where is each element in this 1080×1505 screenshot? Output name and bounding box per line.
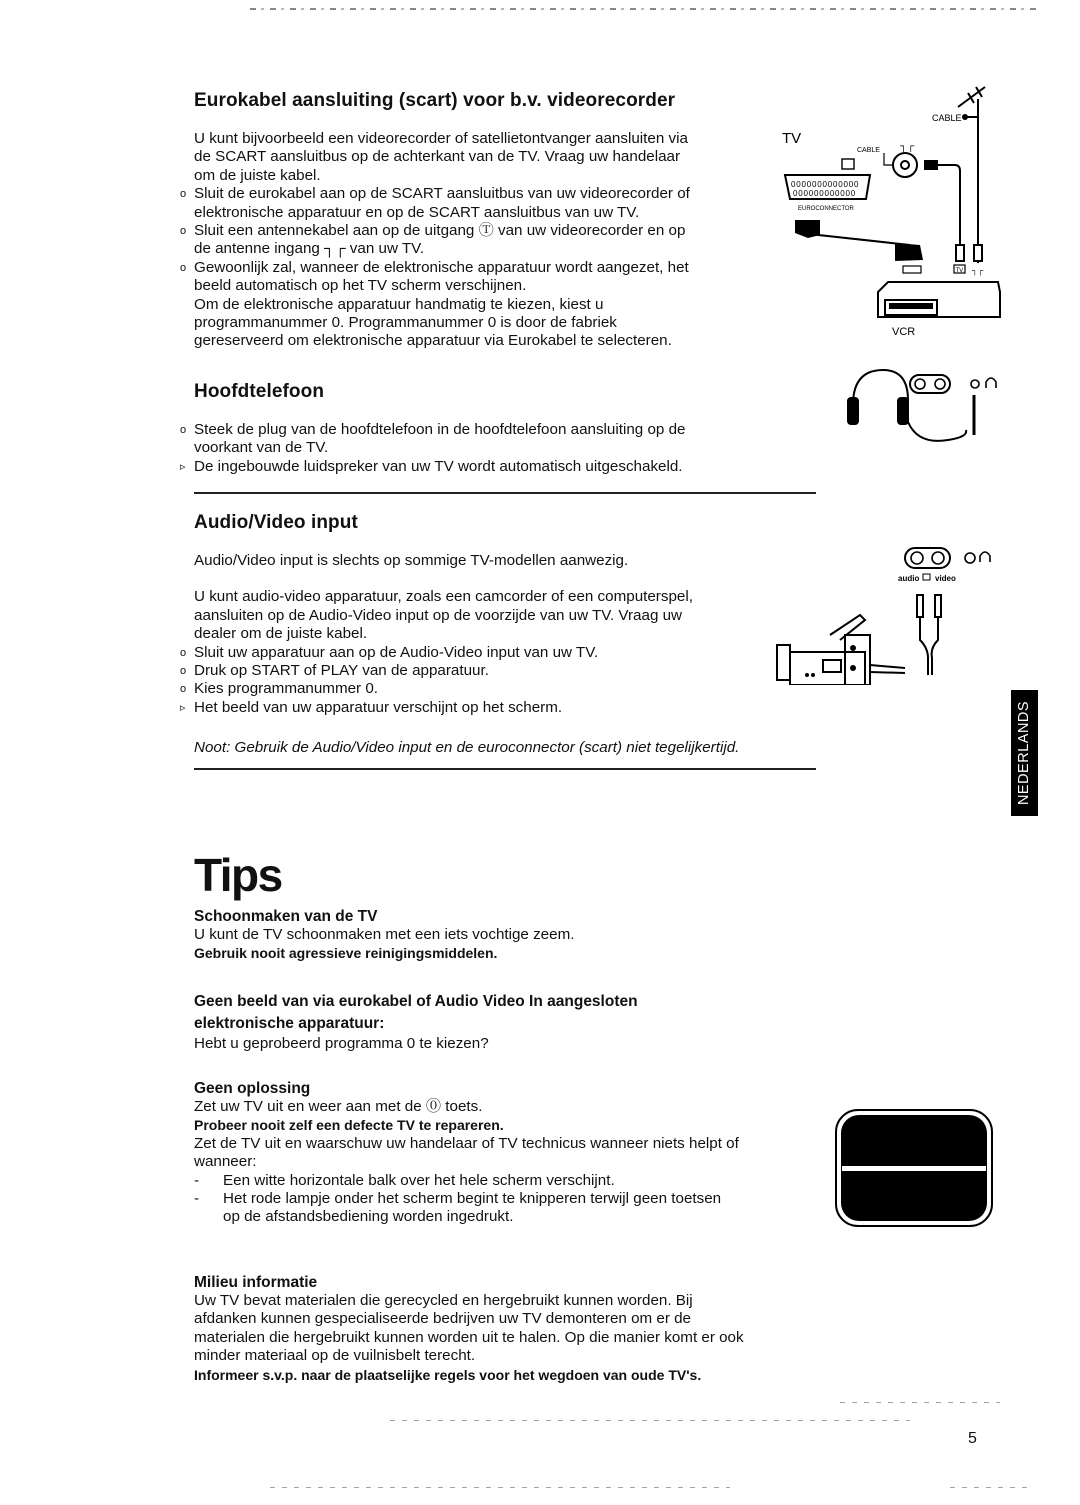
headphone-symbol-icon <box>986 378 996 388</box>
section-title-eurokabel: Eurokabel aansluiting (scart) voor b.v. videorecorder <box>194 90 676 111</box>
section-divider <box>194 492 816 494</box>
bullet-marker: o <box>180 188 187 201</box>
list-line: Sluit de eurokabel aan op de SCART aansluitbus van uw videorecorder of <box>194 185 690 203</box>
list-item <box>194 1172 824 1190</box>
list-line: elektronische apparatuur en op de SCART aansluitbus van uw TV. <box>194 203 640 221</box>
no-solution-text-2b: wanneer: <box>194 1153 257 1171</box>
no-solution-warning: Probeer nooit zelf een defecte TV te repareren. <box>194 1117 504 1134</box>
environment-text-3: materialen die hergebruikt kunnen worden uit te halen. Op die manier komt er ook <box>194 1328 744 1346</box>
headphone-diagram <box>838 360 1008 445</box>
eurokabel-intro-2: de SCART aansluitbus op de achterkant van de TV. Vraag uw handelaar <box>194 148 681 166</box>
section-title-av-input: Audio/Video input <box>194 512 358 533</box>
environment-text-2: afdanken kunnen gespecialiseerde bedrijven uw TV demonteren om er de <box>194 1310 692 1328</box>
list-line: Sluit uw apparatuur aan op de Audio-Video input van uw TV. <box>194 643 599 661</box>
no-picture-heading-2: elektronische apparatuur: <box>194 1015 385 1032</box>
list-line: Kies programmanummer 0. <box>194 680 379 698</box>
list-line: voorkant van de TV. <box>194 439 329 457</box>
scart-plug-icon <box>795 220 820 238</box>
eurokabel-intro-1: U kunt bijvoorbeeld een videorecorder of satellietontvanger aansluiten via <box>194 130 688 147</box>
vcr-label: VCR <box>892 326 916 338</box>
euroconnector-socket <box>785 175 870 199</box>
headphone-socket-icon <box>965 553 975 563</box>
bullet-marker: o <box>180 225 187 238</box>
bullet-marker: o <box>180 665 187 678</box>
scart-input-icon <box>842 159 854 169</box>
no-solution-text-2a: Zet de TV uit en waarschuw uw handelaar of TV technicus wanneer niets helpt of <box>194 1134 739 1152</box>
tips-no-picture <box>194 991 834 1053</box>
av-input-body <box>180 552 774 717</box>
section-divider <box>194 768 816 770</box>
no-solution-text-1: Zet uw TV uit en weer aan met de ⓪ toets. <box>194 1098 483 1115</box>
scan-artifact <box>840 1402 1000 1403</box>
list-line: Om de elektronische apparatuur handmatig te kiezen, kiest u <box>194 295 604 313</box>
svg-text:0000000000000: 0000000000000 <box>791 180 860 189</box>
list-item <box>180 457 774 476</box>
list-line: Steek de plug van de hoofdtelefoon in de hoofdtelefoon aansluiting op de <box>194 421 686 438</box>
list-item <box>180 258 764 351</box>
list-item <box>180 222 764 259</box>
antenna-icon <box>958 87 985 263</box>
list-line: Gewoonlijk zal, wanneer de elektronische apparatuur wordt aangezet, het <box>194 258 689 276</box>
scan-artifact-top <box>250 8 1040 10</box>
antenna-socket <box>893 153 917 177</box>
scan-artifact <box>390 1420 910 1421</box>
av-socket-icon <box>910 375 950 393</box>
audio-label: audio <box>898 574 920 583</box>
av-input-diagram <box>765 540 1005 685</box>
tv-label: TV <box>782 130 802 147</box>
arrow-marker: ▹ <box>180 701 186 714</box>
antenna-input-symbol: ┐┌ <box>900 141 915 152</box>
bullet-marker: o <box>180 683 187 696</box>
eurokabel-intro-3: om de juiste kabel. <box>194 166 321 184</box>
cleaning-text: U kunt de TV schoonmaken met een iets vochtige zeem. <box>194 926 575 943</box>
list-item <box>180 698 774 717</box>
av-intro-1: U kunt audio-video apparatuur, zoals een camcorder of een computerspel, <box>194 588 693 606</box>
tips-title: Tips <box>194 849 282 901</box>
scan-artifact <box>270 1487 730 1488</box>
camcorder-icon <box>777 615 870 685</box>
cable-label: CABLE <box>932 113 962 123</box>
list-line: Het beeld van uw apparatuur verschijnt op het scherm. <box>194 698 563 716</box>
bullet-marker: o <box>180 261 187 274</box>
vcr-icon <box>878 282 1000 317</box>
no-solution-heading: Geen oplossing <box>194 1080 311 1097</box>
cable-label-small: CABLE <box>857 147 880 154</box>
no-picture-heading-1: Geen beeld van via eurokabel of Audio Video In aangesloten <box>194 993 638 1010</box>
cleaning-heading: Schoonmaken van de TV <box>194 908 378 925</box>
eurokabel-body <box>180 130 764 351</box>
arrow-marker: ▹ <box>180 460 186 473</box>
list-item <box>180 643 774 662</box>
dash-marker: - <box>194 1190 200 1208</box>
list-line: de antenne ingang ┐┌ van uw TV. <box>194 240 425 258</box>
list-item <box>180 185 764 222</box>
video-label: video <box>935 574 956 583</box>
no-picture-text: Hebt u geprobeerd programma 0 te kiezen? <box>194 1035 489 1052</box>
headphone-socket-icon <box>971 380 979 388</box>
environment-text-4: minder materiaal op de vuilnisbelt terecht. <box>194 1347 476 1365</box>
scan-artifact <box>950 1487 1030 1488</box>
environment-text-1: Uw TV bevat materialen die gerecycled en hergebruikt kunnen worden. Bij <box>194 1292 693 1309</box>
headphone-symbol-icon <box>980 552 990 562</box>
list-line: De ingebouwde luidspreker van uw TV wordt automatisch uitgeschakeld. <box>194 457 683 475</box>
svg-text:000000000000: 000000000000 <box>793 189 856 198</box>
list-item <box>180 421 774 458</box>
dash-marker: - <box>194 1171 200 1189</box>
list-item <box>180 662 774 680</box>
tv-output-label: TV <box>955 268 964 274</box>
scart-plug-icon <box>895 243 923 261</box>
hoofdtelefoon-body <box>180 421 774 476</box>
av-availability: Audio/Video input is slechts op sommige TV-modellen aanwezig. <box>194 552 629 569</box>
list-line: gereserveerd om elektronische apparatuur via Eurokabel te selecteren. <box>194 332 672 350</box>
av-intro-3: dealer om de juiste kabel. <box>194 625 368 643</box>
av-note: Noot: Gebruik de Audio/Video input en de euroconnector (scart) niet tegelijkertijd. <box>194 739 740 756</box>
list-line: Druk op START of PLAY van de apparatuur. <box>194 662 489 680</box>
bullet-marker: o <box>180 424 187 436</box>
svg-text:┐┌: ┐┌ <box>972 266 984 275</box>
scart-connection-diagram <box>760 85 1015 340</box>
list-item <box>180 680 774 698</box>
section-title-hoofdtelefoon: Hoofdtelefoon <box>194 381 325 402</box>
rca-cable-icon <box>870 595 941 675</box>
list-line: op de afstandsbediening worden ingedrukt. <box>223 1208 514 1226</box>
cleaning-warning: Gebruik nooit agressieve reinigingsmiddelen. <box>194 945 498 962</box>
list-line: Een witte horizontale balk over het hele scherm verschijnt. <box>223 1171 615 1189</box>
tips-environment <box>194 1273 834 1384</box>
list-item <box>194 1190 824 1227</box>
list-line: Sluit een antennekabel aan op de uitgang Ⓣ van uw videorecorder en op <box>194 222 686 240</box>
language-tab <box>1011 690 1038 816</box>
language-tab-label: NEDERLANDS <box>1016 700 1033 806</box>
page-number: 5 <box>968 1430 977 1447</box>
euroconnector-label: EUROCONNECTOR <box>798 206 854 212</box>
white-horizontal-bar <box>842 1166 986 1171</box>
av-intro-2: aansluiten op de Audio-Video input op de voorzijde van uw TV. Vraag uw <box>194 606 683 624</box>
list-line: Het rode lampje onder het scherm begint te knipperen terwijl geen toetsen <box>223 1190 722 1208</box>
tv-screen-white-bar-illustration <box>834 1108 994 1228</box>
bullet-marker: o <box>180 646 187 659</box>
list-line: beeld automatisch op het TV scherm verschijnen. <box>194 277 527 295</box>
environment-warning: Informeer s.v.p. naar de plaatselijke regels voor het wegdoen van oude TV's. <box>194 1366 702 1383</box>
tips-cleaning <box>194 907 834 963</box>
tips-no-solution <box>194 1079 824 1227</box>
list-line: programmanummer 0. Programmanummer 0 is door de fabriek <box>194 314 617 332</box>
environment-heading: Milieu informatie <box>194 1274 318 1291</box>
